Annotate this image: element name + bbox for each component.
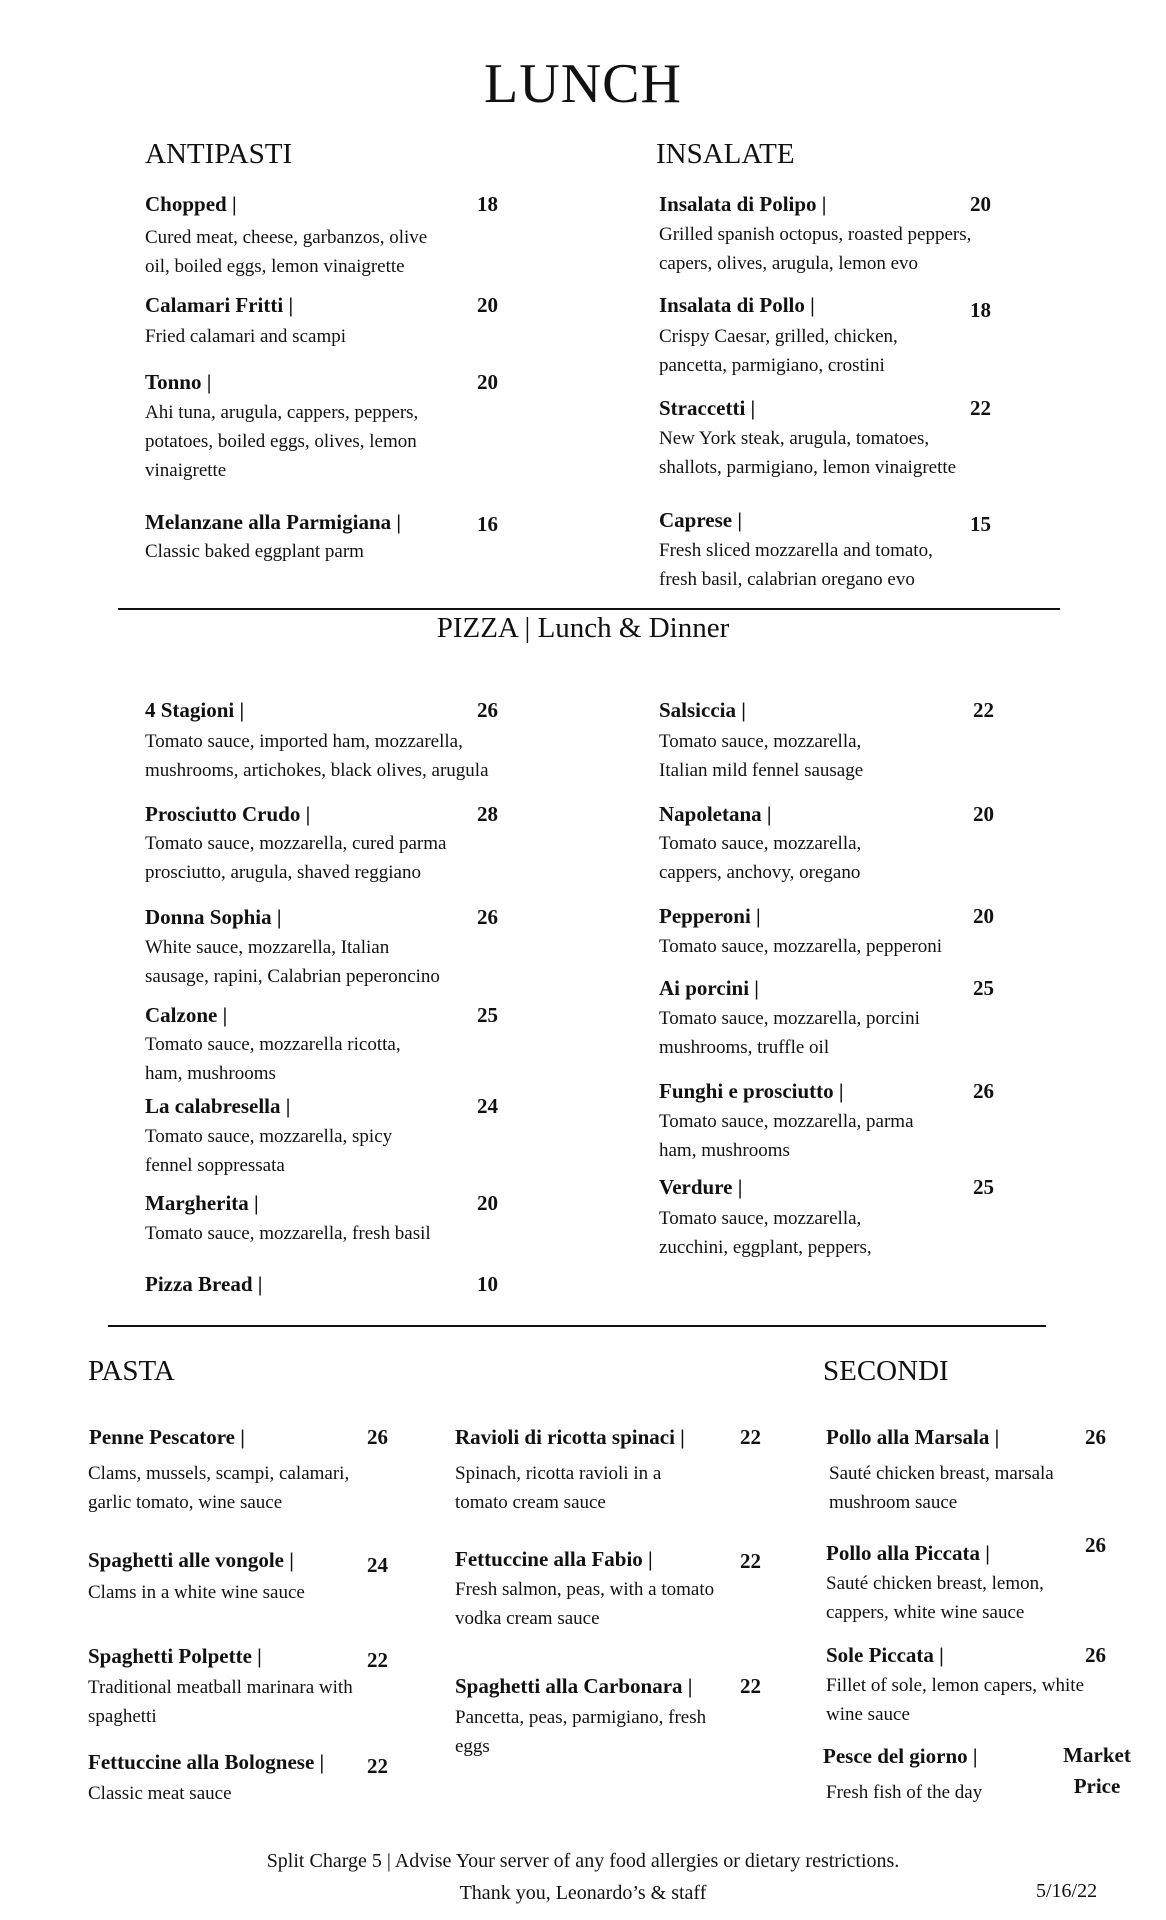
secondi-item-price: 26	[1085, 1533, 1106, 1557]
pizza-item-desc: ham, mushrooms	[659, 1140, 790, 1161]
pizza-item-desc: ham, mushrooms	[145, 1063, 276, 1084]
pizza-item-price: 24	[477, 1094, 498, 1118]
pasta-item-desc: Classic meat sauce	[88, 1783, 232, 1804]
insalate-item-name: Insalata di Pollo |	[659, 293, 815, 317]
pizza-item-desc: mushrooms, truffle oil	[659, 1037, 830, 1058]
pasta-item-price: 24	[367, 1553, 388, 1577]
pizza-item-desc: Tomato sauce, imported ham, mozzarella,	[145, 731, 463, 752]
pizza-item-price: 26	[973, 1079, 994, 1103]
antipasti-item-name: Tonno |	[145, 370, 212, 394]
pizza-item-desc: Tomato sauce, mozzarella, fresh basil	[145, 1223, 431, 1244]
pasta-item-price: 26	[367, 1425, 388, 1449]
pasta-item-name: Fettuccine alla Fabio |	[455, 1547, 653, 1571]
pizza-item-desc: fennel soppressata	[145, 1155, 285, 1176]
secondi-item-name: Pollo alla Piccata |	[826, 1541, 990, 1565]
secondi-item-desc: Sauté chicken breast, marsala	[829, 1463, 1054, 1484]
pasta-item-price: 22	[740, 1674, 761, 1698]
insalate-item-name: Caprese |	[659, 508, 742, 532]
pizza-item-desc: White sauce, mozzarella, Italian	[145, 937, 390, 958]
pizza-item-desc: prosciutto, arugula, shaved reggiano	[145, 862, 421, 883]
antipasti-item-price: 20	[477, 370, 498, 394]
footer-thanks: Thank you, Leonardo’s & staff	[459, 1882, 707, 1904]
insalate-item-desc: shallots, parmigiano, lemon vinaigrette	[659, 457, 957, 478]
secondi-item-desc: Fillet of sole, lemon capers, white	[826, 1675, 1085, 1696]
divider	[118, 608, 1060, 610]
pizza-item-price: 26	[477, 698, 498, 722]
pasta-item-price: 22	[740, 1425, 761, 1449]
pizza-item-price: 25	[477, 1003, 498, 1027]
pizza-item-desc: Tomato sauce, mozzarella,	[659, 1208, 862, 1229]
divider	[108, 1325, 1046, 1327]
pasta-item-desc: Clams, mussels, scampi, calamari,	[88, 1463, 350, 1484]
pizza-item-desc: cappers, anchovy, oregano	[659, 862, 861, 883]
pizza-item-price: 26	[477, 905, 498, 929]
pasta-item-name: Spaghetti Polpette |	[88, 1644, 262, 1668]
pizza-item-desc: Tomato sauce, mozzarella, parma	[659, 1111, 914, 1132]
pizza-item-price: 22	[973, 698, 994, 722]
insalate-item-name: Straccetti |	[659, 396, 756, 420]
secondi-item-name: Pollo alla Marsala |	[826, 1425, 1000, 1449]
pasta-item-desc: tomato cream sauce	[455, 1492, 606, 1513]
insalate-item-price: 22	[970, 396, 991, 420]
pasta-item-price: 22	[367, 1754, 388, 1778]
pasta-item-desc: vodka cream sauce	[455, 1608, 600, 1629]
page-title: LUNCH	[484, 53, 682, 115]
pasta-item-name: Penne Pescatore |	[89, 1425, 245, 1449]
pizza-item-name: Ai porcini |	[659, 976, 759, 1000]
footer-note: Split Charge 5 | Advise Your server of any food allergies or dietary restrictions.	[266, 1850, 900, 1872]
pizza-item-desc: Italian mild fennel sausage	[659, 760, 864, 781]
pasta-item-name: Spaghetti alla Carbonara |	[455, 1674, 693, 1698]
market-price-line: Market	[1063, 1743, 1131, 1767]
menu-date: 5/16/22	[1036, 1880, 1098, 1902]
antipasti-item-name: Calamari Fritti |	[145, 293, 294, 317]
pizza-item-desc: Tomato sauce, mozzarella,	[659, 833, 862, 854]
pasta-item-desc: Fresh salmon, peas, with a tomato	[455, 1579, 715, 1600]
pizza-item-desc: Tomato sauce, mozzarella ricotta,	[145, 1034, 401, 1055]
pizza-item-name: 4 Stagioni |	[145, 698, 245, 722]
pizza-item-name: La calabresella |	[145, 1094, 291, 1118]
pizza-item-desc: mushrooms, artichokes, black olives, arugula	[145, 760, 489, 781]
pizza-heading: PIZZA | Lunch & Dinner	[436, 612, 730, 644]
secondi-item-name: Sole Piccata |	[826, 1643, 944, 1667]
antipasti-item-desc: oil, boiled eggs, lemon vinaigrette	[145, 256, 405, 277]
pizza-item-price: 20	[477, 1191, 498, 1215]
insalate-item-name: Insalata di Polipo |	[659, 192, 827, 216]
pizza-item-name: Donna Sophia |	[145, 905, 282, 929]
antipasti-item-desc: Ahi tuna, arugula, cappers, peppers,	[145, 402, 419, 423]
pasta-item-desc: Traditional meatball marinara with	[88, 1677, 353, 1698]
pasta-item-price: 22	[740, 1549, 761, 1573]
pizza-item-desc: Tomato sauce, mozzarella, porcini	[659, 1008, 920, 1029]
antipasti-heading: ANTIPASTI	[145, 138, 293, 170]
pasta-item-desc: spaghetti	[88, 1706, 157, 1727]
insalate-heading: INSALATE	[656, 138, 795, 170]
antipasti-item-price: 16	[477, 512, 498, 536]
insalate-item-desc: capers, olives, arugula, lemon evo	[659, 253, 919, 274]
pizza-item-price: 28	[477, 802, 498, 826]
pasta-item-name: Fettuccine alla Bolognese |	[88, 1750, 325, 1774]
pasta-item-desc: Clams in a white wine sauce	[88, 1582, 305, 1603]
pasta-item-desc: garlic tomato, wine sauce	[88, 1492, 283, 1513]
secondi-item-price: 26	[1085, 1643, 1106, 1667]
pizza-item-name: Prosciutto Crudo |	[145, 802, 311, 826]
insalate-item-price: 20	[970, 192, 991, 216]
pizza-item-name: Verdure |	[659, 1175, 743, 1199]
market-price-line: Price	[1073, 1774, 1121, 1798]
pasta-item-desc: Pancetta, peas, parmigiano, fresh	[455, 1707, 707, 1728]
antipasti-item-name: Chopped |	[145, 192, 237, 216]
antipasti-item-desc: Cured meat, cheese, garbanzos, olive	[145, 227, 428, 248]
pizza-item-desc: Tomato sauce, mozzarella, spicy	[145, 1126, 393, 1147]
secondi-item-desc: cappers, white wine sauce	[826, 1602, 1025, 1623]
pasta-heading: PASTA	[88, 1355, 175, 1387]
pizza-item-desc: zucchini, eggplant, peppers,	[659, 1237, 872, 1258]
antipasti-item-desc: Classic baked eggplant parm	[145, 541, 364, 562]
pizza-item-price: 25	[973, 976, 994, 1000]
pasta-item-name: Spaghetti alle vongole |	[88, 1548, 294, 1572]
antipasti-item-price: 20	[477, 293, 498, 317]
pizza-item-desc: Tomato sauce, mozzarella,	[659, 731, 862, 752]
pizza-item-desc: Tomato sauce, mozzarella, cured parma	[145, 833, 447, 854]
secondi-heading: SECONDI	[823, 1355, 949, 1387]
pizza-item-price: 20	[973, 802, 994, 826]
pizza-item-name: Salsiccia |	[659, 698, 746, 722]
pasta-item-desc: Spinach, ricotta ravioli in a	[455, 1463, 662, 1484]
insalate-item-desc: fresh basil, calabrian oregano evo	[659, 569, 915, 590]
secondi-item-desc: mushroom sauce	[829, 1492, 958, 1513]
insalate-item-desc: New York steak, arugula, tomatoes,	[659, 428, 930, 449]
insalate-item-price: 18	[970, 298, 991, 322]
secondi-item-price: 26	[1085, 1425, 1106, 1449]
pizza-item-price: 20	[973, 904, 994, 928]
pizza-item-name: Funghi e prosciutto |	[659, 1079, 844, 1103]
insalate-item-desc: Grilled spanish octopus, roasted peppers,	[659, 224, 972, 245]
pizza-item-price: 10	[477, 1272, 498, 1296]
secondi-item-desc: Fresh fish of the day	[826, 1782, 983, 1803]
insalate-item-price: 15	[970, 512, 991, 536]
pizza-item-desc: Tomato sauce, mozzarella, pepperoni	[659, 936, 943, 957]
insalate-item-desc: Crispy Caesar, grilled, chicken,	[659, 326, 898, 347]
antipasti-item-name: Melanzane alla Parmigiana |	[145, 510, 402, 534]
secondi-item-price	[1052, 1740, 1142, 1802]
antipasti-item-desc: vinaigrette	[145, 460, 227, 481]
pizza-item-name: Pizza Bread |	[145, 1272, 263, 1296]
secondi-item-name: Pesce del giorno |	[823, 1744, 978, 1768]
antipasti-item-desc: Fried calamari and scampi	[145, 326, 347, 347]
pizza-item-name: Margherita |	[145, 1191, 259, 1215]
pasta-item-name: Ravioli di ricotta spinaci |	[455, 1425, 685, 1449]
antipasti-item-desc: potatoes, boiled eggs, olives, lemon	[145, 431, 417, 452]
pizza-item-price: 25	[973, 1175, 994, 1199]
pizza-item-name: Calzone |	[145, 1003, 228, 1027]
antipasti-item-price: 18	[477, 192, 498, 216]
pasta-item-desc: eggs	[455, 1736, 490, 1757]
pizza-item-desc: sausage, rapini, Calabrian peperoncino	[145, 966, 440, 987]
secondi-item-desc: wine sauce	[826, 1704, 910, 1725]
insalate-item-desc: pancetta, parmigiano, crostini	[659, 355, 885, 376]
insalate-item-desc: Fresh sliced mozzarella and tomato,	[659, 540, 933, 561]
pasta-item-price: 22	[367, 1648, 388, 1672]
secondi-item-desc: Sauté chicken breast, lemon,	[826, 1573, 1044, 1594]
pizza-item-name: Pepperoni |	[659, 904, 761, 928]
pizza-item-name: Napoletana |	[659, 802, 772, 826]
